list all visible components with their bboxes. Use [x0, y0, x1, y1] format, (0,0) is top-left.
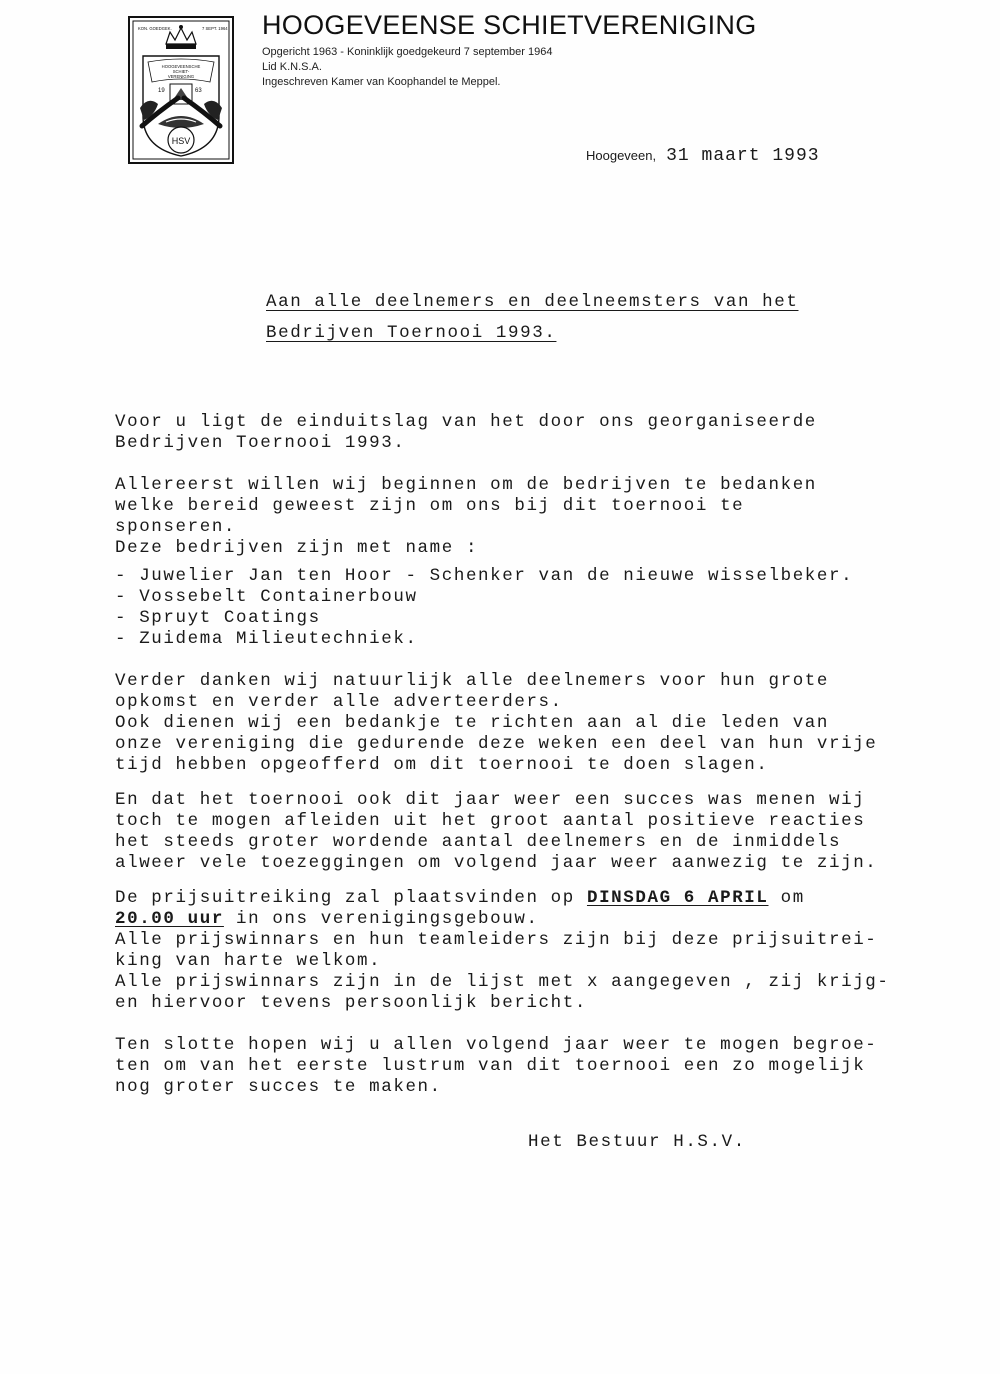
- text-line: king van harte welkom.: [115, 951, 382, 971]
- text-line: tijd hebben opgeofferd om dit toernooi te doen slagen.: [115, 755, 769, 775]
- text-line: alweer vele toezeggingen om volgend jaar weer aanwezig te zijn.: [115, 853, 878, 873]
- text-line: En dat het toernooi ook dit jaar weer een succes was menen wij: [115, 790, 866, 810]
- paragraph-success: [115, 790, 935, 874]
- heading-line-1: Aan alle deelnemers en deelneemsters van het: [266, 292, 799, 312]
- text-line: sponseren.: [115, 517, 237, 537]
- founding-line: Opgericht 1963 - Koninklijk goedgekeurd 7 september 1964: [262, 46, 553, 58]
- text-line: en hiervoor tevens persoonlijk bericht.: [115, 993, 587, 1013]
- membership-line: Lid K.N.S.A.: [262, 61, 322, 73]
- letter-body: [115, 412, 935, 1098]
- dateline-place: Hoogeveen,: [586, 148, 657, 163]
- ceremony-text-mid: om: [768, 888, 805, 908]
- ceremony-day: DINSDAG 6 APRIL: [586, 888, 769, 908]
- logo-banner-1: HOOGEVEENSCHE: [161, 64, 201, 69]
- paragraph-thanks: [115, 671, 935, 776]
- dateline-date: 31 maart 1993: [666, 146, 820, 166]
- text-line: Ook dienen wij een bedankje te richten aan al die leden van: [115, 713, 830, 733]
- text-line: welke bereid geweest zijn om ons bij dit toernooi te: [115, 496, 745, 516]
- list-item: - Spruyt Coatings: [115, 608, 321, 628]
- paragraph-sponsors-intro: [115, 475, 935, 559]
- club-crest-icon: [128, 16, 234, 164]
- list-item: - Vossebelt Containerbouw: [115, 587, 418, 607]
- text-line: nog groter succes te maken.: [115, 1077, 442, 1097]
- paragraph-closing: [115, 1035, 935, 1098]
- text-line: Alle prijswinnars en hun teamleiders zijn bij deze prijsuitrei-: [115, 930, 878, 950]
- registration-line: Ingeschreven Kamer van Koophandel te Meppel.: [262, 76, 501, 88]
- text-line: toch te mogen afleiden uit het groot aantal positieve reacties: [115, 811, 866, 831]
- letter-heading: [266, 287, 798, 349]
- paragraph-ceremony: [115, 888, 935, 1014]
- text-line: het steeds groter wordende aantal deelnemers en de inmiddels: [115, 832, 842, 852]
- text-line: [115, 888, 935, 909]
- ceremony-time: 20.00 uur: [115, 909, 224, 929]
- text-line: Deze bedrijven zijn met name :: [115, 538, 479, 558]
- club-logo: [128, 16, 234, 164]
- logo-banner-3: VERENIGING: [167, 74, 195, 79]
- logo-top-left: KON. GOEDGEK.: [138, 26, 172, 31]
- text-line: [115, 909, 935, 930]
- text-line: Allereerst willen wij beginnen om de bedrijven te bedanken: [115, 475, 817, 495]
- ceremony-text-post: in ons verenigingsgebouw.: [223, 909, 539, 929]
- text-line: Alle prijswinnars zijn in de lijst met x aangegeven , zij krijg-: [115, 972, 890, 992]
- list-item: - Juwelier Jan ten Hoor - Schenker van de nieuwe wisselbeker.: [115, 566, 854, 586]
- paragraph-intro: [115, 412, 935, 454]
- text-line: ten om van het eerste lustrum van dit toernooi een zo mogelijk: [115, 1056, 866, 1076]
- ceremony-text-pre: De prijsuitreiking zal plaatsvinden op: [115, 888, 587, 908]
- sponsor-list: [115, 566, 935, 650]
- text-line: Ten slotte hopen wij u allen volgend jaar weer te mogen begroe-: [115, 1035, 878, 1055]
- organization-name: HOOGEVEENSE SCHIETVERENIGING: [262, 10, 757, 40]
- text-line: Bedrijven Toernooi 1993.: [115, 433, 406, 453]
- logo-top-right: 7 SEPT. 1964: [202, 26, 228, 31]
- dateline: [586, 146, 820, 166]
- logo-banner-2: SCHIET-: [172, 69, 190, 74]
- list-item: - Zuidema Milieutechniek.: [115, 629, 418, 649]
- logo-initials: HSV: [171, 136, 191, 146]
- logo-year-left: 19: [158, 88, 165, 94]
- heading-line-2: Bedrijven Toernooi 1993.: [266, 323, 557, 343]
- text-line: Voor u ligt de einduitslag van het door ons georganiseerde: [115, 412, 817, 432]
- text-line: opkomst en verder alle adverteerders.: [115, 692, 563, 712]
- logo-year-right: 63: [195, 88, 202, 94]
- signature: Het Bestuur H.S.V.: [528, 1132, 746, 1152]
- text-line: onze vereniging die gedurende deze weken een deel van hun vrije: [115, 734, 878, 754]
- text-line: Verder danken wij natuurlijk alle deelnemers voor hun grote: [115, 671, 830, 691]
